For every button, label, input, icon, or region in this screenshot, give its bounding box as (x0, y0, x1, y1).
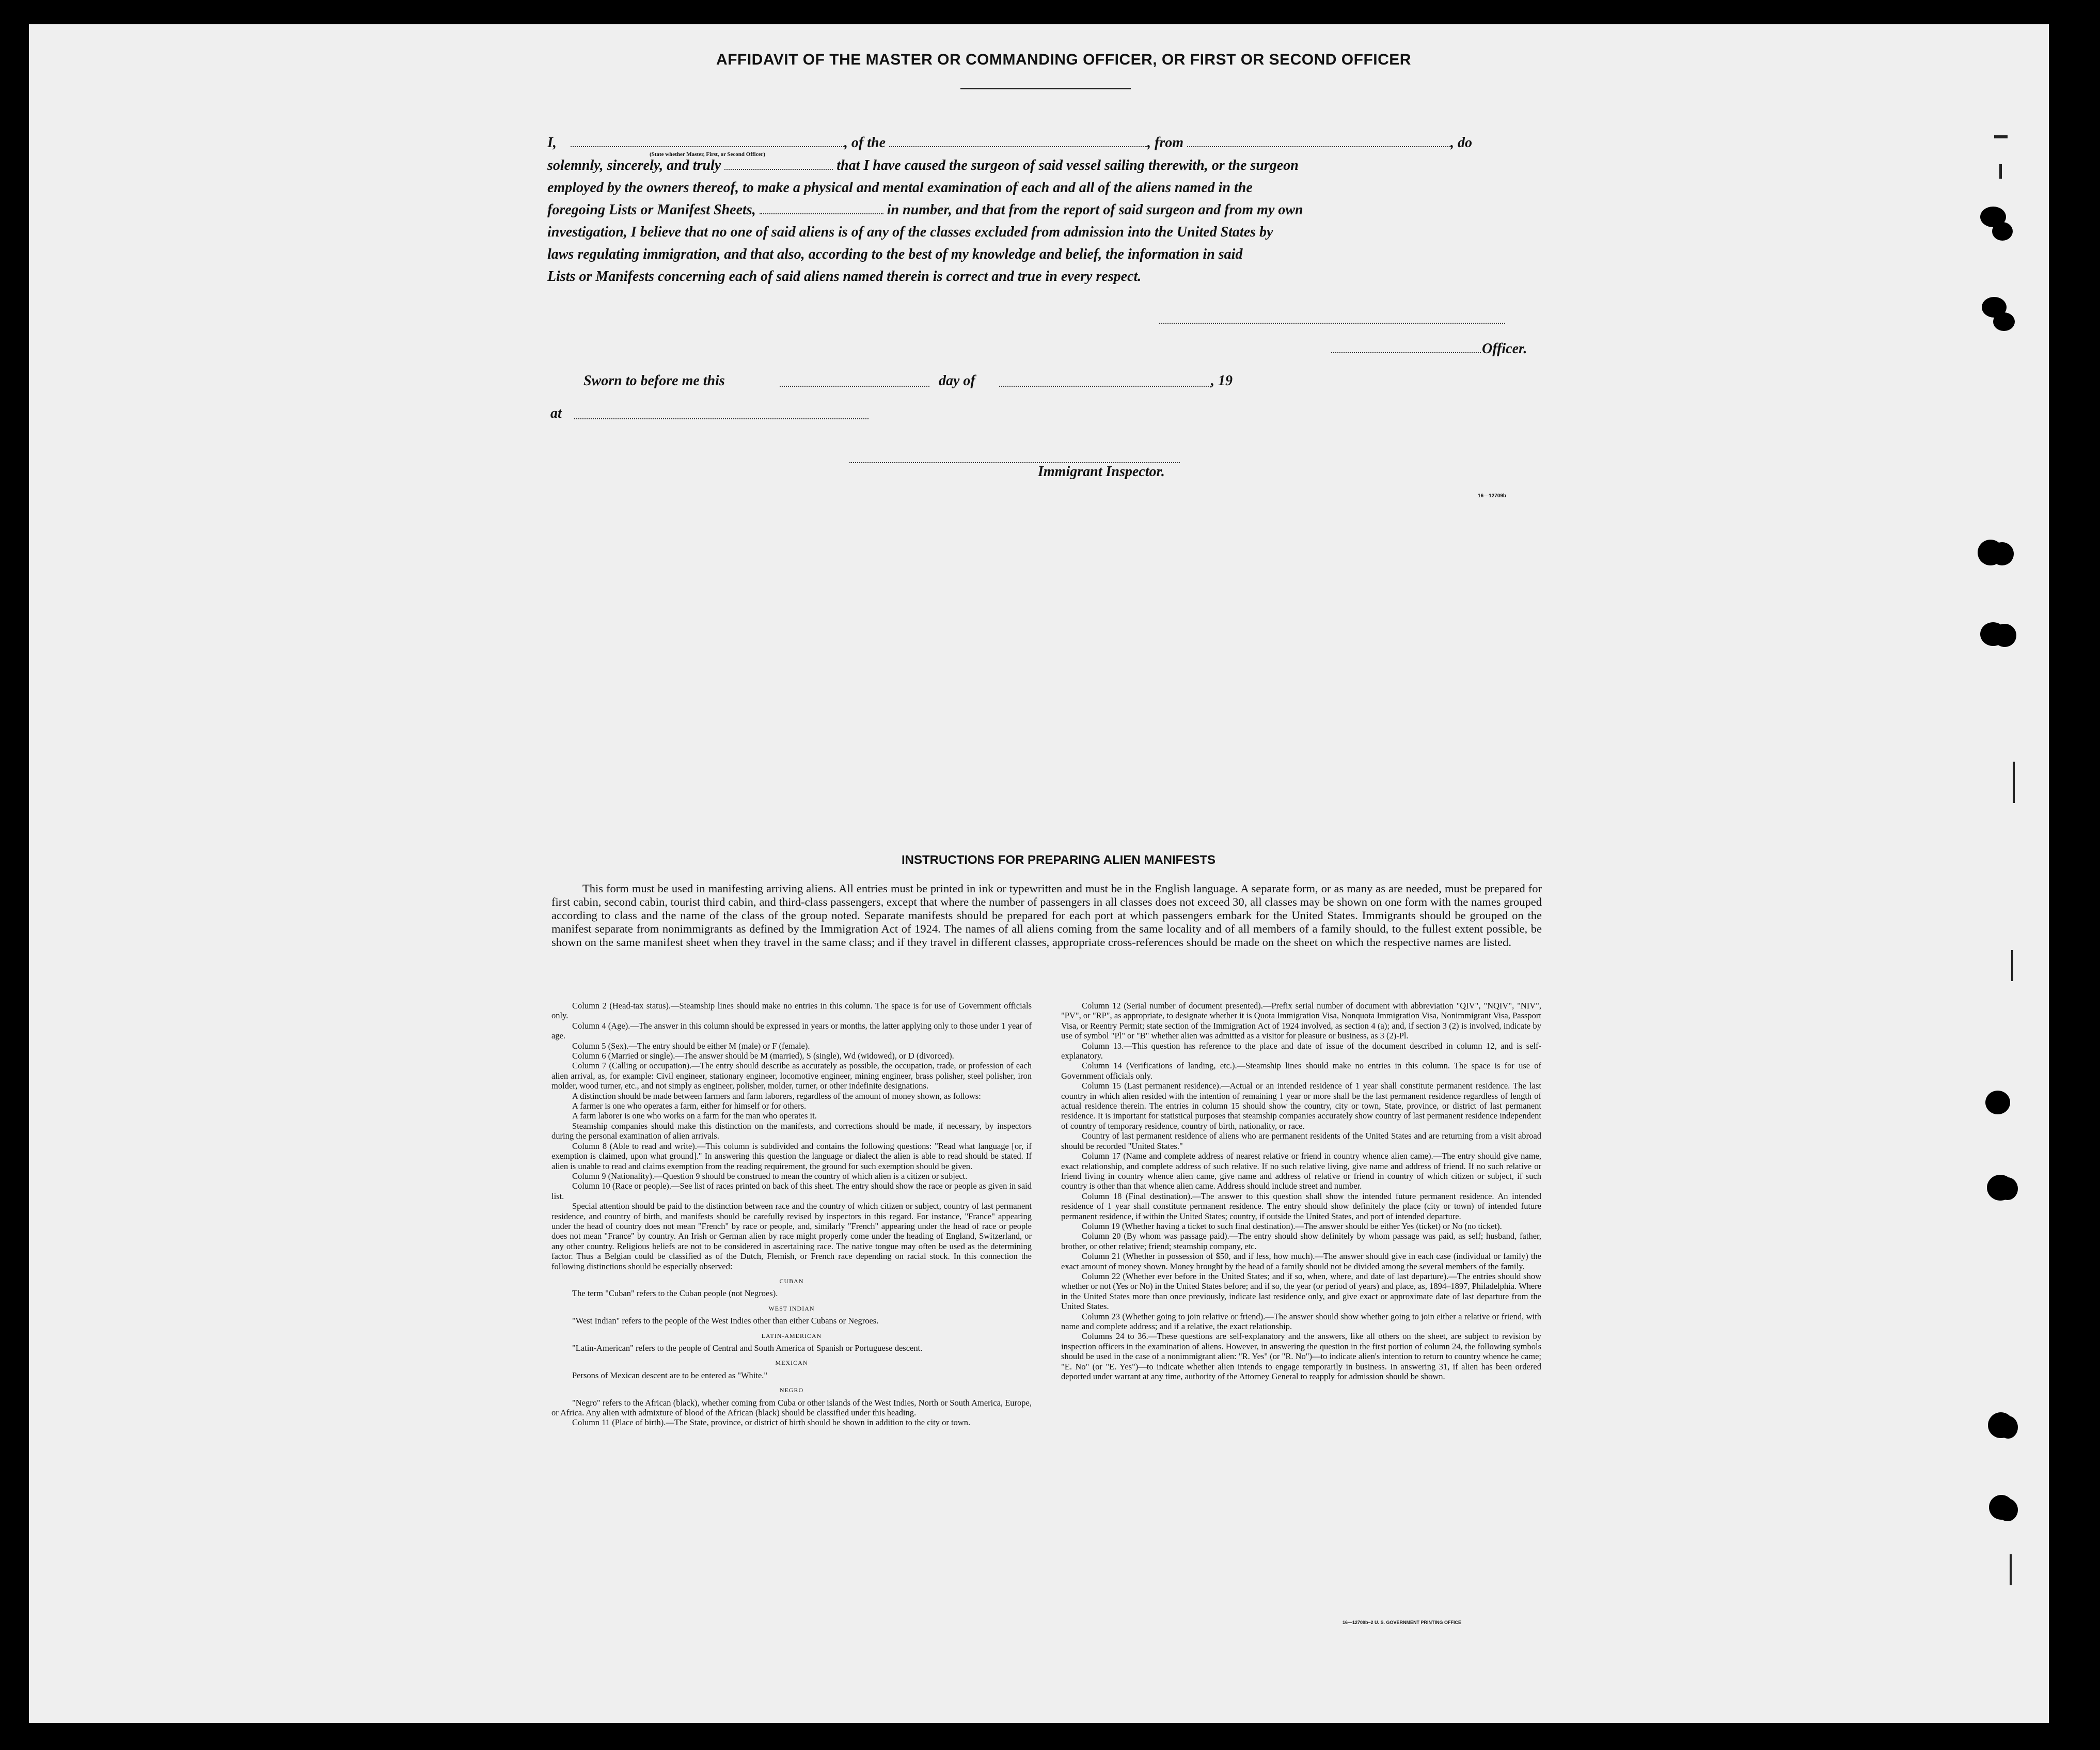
paragraph: Column 10 (Race or people).—See list of races printed on back of this sheet. The entry should show the race or people as given in said list. (551, 1181, 1032, 1201)
paragraph: Country of last permanent residence of aliens who are permanent residents of the United States and are returning from a visit abroad should be recorded "United States." (1061, 1131, 1541, 1151)
officer-label: Officer. (1482, 341, 1527, 357)
binding-hole (1998, 1416, 2018, 1439)
affidavit-line-6: laws regulating immigration, and that also, according to the best of my knowledge and belief, the information in said (547, 246, 1243, 262)
alien-count-field[interactable] (760, 202, 883, 214)
paragraph: Column 23 (Whether going to join relative or friend).—The answer should show whether going to join either a relative or friend, with name and complete address; and if a relative, the exact relationship. (1061, 1311, 1541, 1331)
mexican-heading: MEXICAN (775, 1359, 808, 1367)
negro-heading: NEGRO (779, 1386, 804, 1394)
paragraph: The term "Cuban" refers to the Cuban people (not Negroes). (572, 1288, 778, 1299)
title-divider (960, 88, 1131, 89)
affidavit-i: I, (547, 135, 557, 151)
paragraph: Column 2 (Head-tax status).—Steamship lines should make no entries in this column. The space is for use of Government officials only. (551, 1001, 1032, 1021)
form-code: 16—12709b (1478, 493, 1507, 499)
binding-hole (1997, 1177, 2018, 1200)
instructions-right-column (1061, 1001, 1541, 1381)
affidavit-line-3: employed by the owners thereof, to make a physical and mental examination of each and all of the aliens named in the (547, 180, 1253, 196)
paragraph: Column 17 (Name and complete address of nearest relative or friend in country whence alien came).—The entry should give name, exact relationship, and complete address of such relative. If no such relative living, give name and address of friend. If no such relative or friend living in country whence alien came, give name and address of relative or friend in country of which citizen or subject, if such country is other than that whence alien came. Address should include street and number. (1061, 1151, 1541, 1191)
instructions-intro: This form must be used in manifesting arriving aliens. All entries must be printed in ink or typewritten and must be in the English language. A separate form, or as many as are needed, must be prepared for first cabin, second cabin, tourist third cabin, and third-class passengers, except that where the number of passengers in all classes does not exceed 30, all classes may be shown on one form with the names grouped according to class and the name of the class of the group noted. Separate manifests should be prepared for each port at which passengers embark for the United States. Immigrants should be grouped on the manifest separate from nonimmigrants as defined by the Immigration Act of 1924. The names of all aliens coming from the same locality and of all members of a family should, to the fullest extent possible, be shown on the same manifest sheet when they travel in the same class; and if they travel in different classes, appropriate cross-references should be made on the sheet on which the respective names are listed. (551, 882, 1542, 949)
paragraph: Column 11 (Place of birth).—The State, province, or district of birth should be shown in addition to the city or town. (572, 1417, 971, 1428)
day-of-text: day of (939, 373, 975, 389)
binding-hole (1993, 312, 2015, 331)
officer-title-line[interactable] (1331, 351, 1481, 353)
paragraph: A farm laborer is one who works on a farm for the man who operates it. (572, 1111, 817, 1121)
binding-hole (1993, 624, 2016, 647)
margin-mark (1994, 135, 2008, 138)
do-text: , do (1450, 135, 1473, 151)
paragraph: Column 8 (Able to read and write).—This column is subdivided and contains the following questions: "Read what language [or, if exemption is claimed, upon what ground]." In answering this question the language or dialect the alien is able to read should be stated. If alien is unable to read and claims exemption from the reading requirement, the ground for such exemption should be given. (551, 1141, 1032, 1171)
paragraph: "Negro" refers to the African (black), whether coming from Cuba or other islands of the West Indies, North or South America, Europe, or Africa. Any alien with admixture of blood of the African (black) should be classified under this heading. (551, 1397, 1032, 1418)
paragraph: A farmer is one who operates a farm, either for himself or for others. (572, 1101, 807, 1111)
paragraph: Column 14 (Verifications of landing, etc.).—Steamship lines should make no entries in this column. The space is for use of Government officials only. (1061, 1061, 1541, 1081)
paragraph: "Latin-American" refers to the people of Central and South America of Spanish or Portuguese descent. (572, 1343, 923, 1353)
binding-hole (1997, 1499, 2018, 1521)
paragraph: Column 7 (Calling or occupation).—The entry should describe as accurately as possible, the occupation, trade, or profession of each alien arrival, as, for example: Civil engineer, stationary engineer, locomotive engineer, mining engineer, brass polisher, steel polisher, iron molder, wood turner, etc., and not simply as engineer, polisher, molder, turner, or other indefinite designations. (551, 1061, 1032, 1091)
cuban-heading: CUBAN (779, 1277, 804, 1285)
paragraph: Column 19 (Whether having a ticket to such final destination).—The answer should be either Yes (ticket) or No (no ticket). (1082, 1221, 1502, 1231)
from-text: , from (1147, 135, 1184, 151)
affidavit-line-2: solemnly, sincerely, and truly that I have caused the surgeon of said vessel sailing therewith, or the surgeon (547, 157, 1299, 174)
sworn-month-field[interactable] (999, 385, 1211, 387)
paragraph: Column 22 (Whether ever before in the United States; and if so, when, where, and date of last departure).—The entries should show whether or not (Yes or No) in the United States before; and if so, the year (or period of years) and place, as, 1894–1897, Philadelphia. Where in the United States more than once previously, indicate last residence only, and give exact or approximate date of last departure from the United States. (1061, 1271, 1542, 1312)
instructions-title: INSTRUCTIONS FOR PREPARING ALIEN MANIFESTS (901, 853, 1215, 867)
affidavit-title: AFFIDAVIT OF THE MASTER OR COMMANDING OFFICER, OR FIRST OR SECOND OFFICER (716, 51, 1411, 68)
vessel-field[interactable] (889, 135, 1147, 147)
west-indian-heading: WEST INDIAN (768, 1304, 815, 1312)
paragraph: A distinction should be made between farmers and farm laborers, regardless of the amount of money shown, as follows: (572, 1091, 981, 1101)
margin-mark (1999, 164, 2002, 179)
margin-mark (2013, 762, 2015, 803)
printing-office-footer: 16—12709b–2 U. S. GOVERNMENT PRINTING OFFICE (1343, 1620, 1462, 1625)
paragraph: Column 6 (Married or single).—The answer should be M (married), S (single), Wd (widowed), or D (divorced). (572, 1051, 954, 1061)
paragraph: Column 9 (Nationality).—Question 9 should be construed to mean the country of which alien is a citizen or subject. (572, 1171, 968, 1181)
binding-hole (1992, 222, 2013, 241)
paragraph: Column 4 (Age).—The answer in this column should be expressed in years or months, the latter applying only to those under 1 year of age. (551, 1020, 1032, 1041)
margin-mark (2011, 950, 2013, 981)
paragraph: Column 15 (Last permanent residence).—Actual or an intended residence of 1 year shall constitute permanent residence. The last country in which alien resided with the intention of remaining 1 year or more shall be the last permanent residence regardless of length of actual residence therein. The entries in column 15 should show the country, city or town, State, province, or district of last permanent residence. It is important for statistical purposes that steamship companies accurately show country of last permanent residence independent of country of temporary residence, country of birth, nationality, or race. (1061, 1081, 1541, 1131)
binding-hole (1991, 542, 2014, 565)
sworn-text: Sworn to before me this (583, 373, 725, 389)
affidavit-line-4: foregoing Lists or Manifest Sheets, in number, and that from the report of said surgeon and from my own (547, 202, 1303, 218)
rank-note: (State whether Master, First, or Second Officer) (650, 151, 766, 157)
paragraph: Column 13.—This question has reference to the place and date of issue of the document described in column 12, and is self-explanatory. (1061, 1040, 1541, 1061)
paragraph: Column 5 (Sex).—The entry should be either M (male) or F (female). (572, 1040, 810, 1051)
paragraph: Steamship companies should make this distinction on the manifests, and corrections should be made, if necessary, by inspectors during the personal examination of alien arrivals. (551, 1121, 1032, 1141)
paragraph: Column 12 (Serial number of document presented).—Prefix serial number of document with abbreviation "QIV", "NQIV", "NIV", "PV", or "RP", as appropriate, to designate whether it is Quota Immigration Visa, Nonquota Immigration Visa, Nonimmigrant Visa, Passport Visa, or Reentry Permit; state section of the Immigration Act of 1924 involved, as section 4 (a); and, if section 3 (2) is involved, indicate by use of symbol "Pl" or "B" whether alien was admitted as a visitor for pleasure or business, as 3 (2)-Pl. (1061, 1001, 1541, 1041)
year-text: , 19 (1211, 373, 1233, 389)
officer-rank-field[interactable] (571, 135, 844, 147)
latin-american-heading: LATIN-AMERICAN (761, 1332, 822, 1339)
paragraph: Persons of Mexican descent are to be entered as "White." (572, 1370, 768, 1380)
inspector-signature-line[interactable] (849, 461, 1180, 463)
paragraph: Special attention should be paid to the distinction between race and the country of which citizen or subject, country of last permanent residence, and country of birth, and manifests should be carefully revised by inspectors in this regard. For instance, "France" appearing under the head of country does not mean "French" by race or people, and, similarly "French" appearing under the head of race or people does not mean "France" by country. An Irish or German alien by race might properly come under the heading of England, Switzerland, or any other country. Religious beliefs are not to be considered in ascertaining race. The native tongue may often be used as the determining factor. Thus a Belgian could be classified as of the Dutch, Flemish, or French race depending on racial stock. In this connection the following distinctions should be especially observed: (551, 1201, 1032, 1271)
paragraph: Column 21 (Whether in possession of $50, and if less, how much).—The answer should give in each case (individual or family) the exact amount of money shown. Money brought by the head of a family should not be divided among the several members of the family. (1061, 1251, 1541, 1271)
of-the-text: , of the (844, 135, 886, 151)
affidavit-line-5: investigation, I believe that no one of said aliens is of any of the classes excluded from admission into the United States by (547, 224, 1273, 240)
sworn-day-field[interactable] (780, 385, 929, 387)
instructions-left-column (551, 1001, 1032, 1428)
from-port-field[interactable] (1187, 135, 1450, 147)
margin-mark (2010, 1554, 2012, 1585)
paragraph: Columns 24 to 36.—These questions are self-explanatory and the answers, like all others on the sheet, are subject to revision by inspection officers in the examination of aliens. However, in answering the question in the first portion of column 24, the following symbols should be used in the case of a nonimmigrant alien: "R. Yes" (or "R. No")—to indicate alien's intention to return to country whence he came; "E. No" (or "E. Yes")—to indicate whether alien intends to engage temporarily in business. In answering 31, if alien has been ordered deported under warrant at any time, authority of the Attorney General to reapply for admission should be shown. (1061, 1331, 1541, 1382)
paragraph: Column 18 (Final destination).—The answer to this question shall show the intended future permanent residence. An intended residence of 1 year shall constitute permanent residence. The entry should show definitely the place (city or town) of intended future permanent residence, if within the United States; country, if outside the United States, and port of intended departure. (1061, 1191, 1541, 1221)
at-text: at (550, 405, 562, 421)
inspector-label: Immigrant Inspector. (1038, 464, 1165, 480)
officer-signature-line[interactable] (1159, 322, 1505, 324)
at-place-field[interactable] (574, 417, 869, 419)
binding-hole (1985, 1091, 2010, 1114)
signature-field[interactable] (724, 157, 833, 170)
paragraph: "West Indian" refers to the people of the West Indies other than either Cubans or Negroes. (572, 1316, 879, 1326)
affidavit-line-7: Lists or Manifests concerning each of said aliens named therein is correct and true in every respect. (547, 269, 1142, 285)
paragraph: Column 20 (By whom was passage paid).—The entry should show definitely by whom passage was paid, as self; husband, father, brother, or other relative; friend; steamship company, etc. (1061, 1231, 1541, 1251)
